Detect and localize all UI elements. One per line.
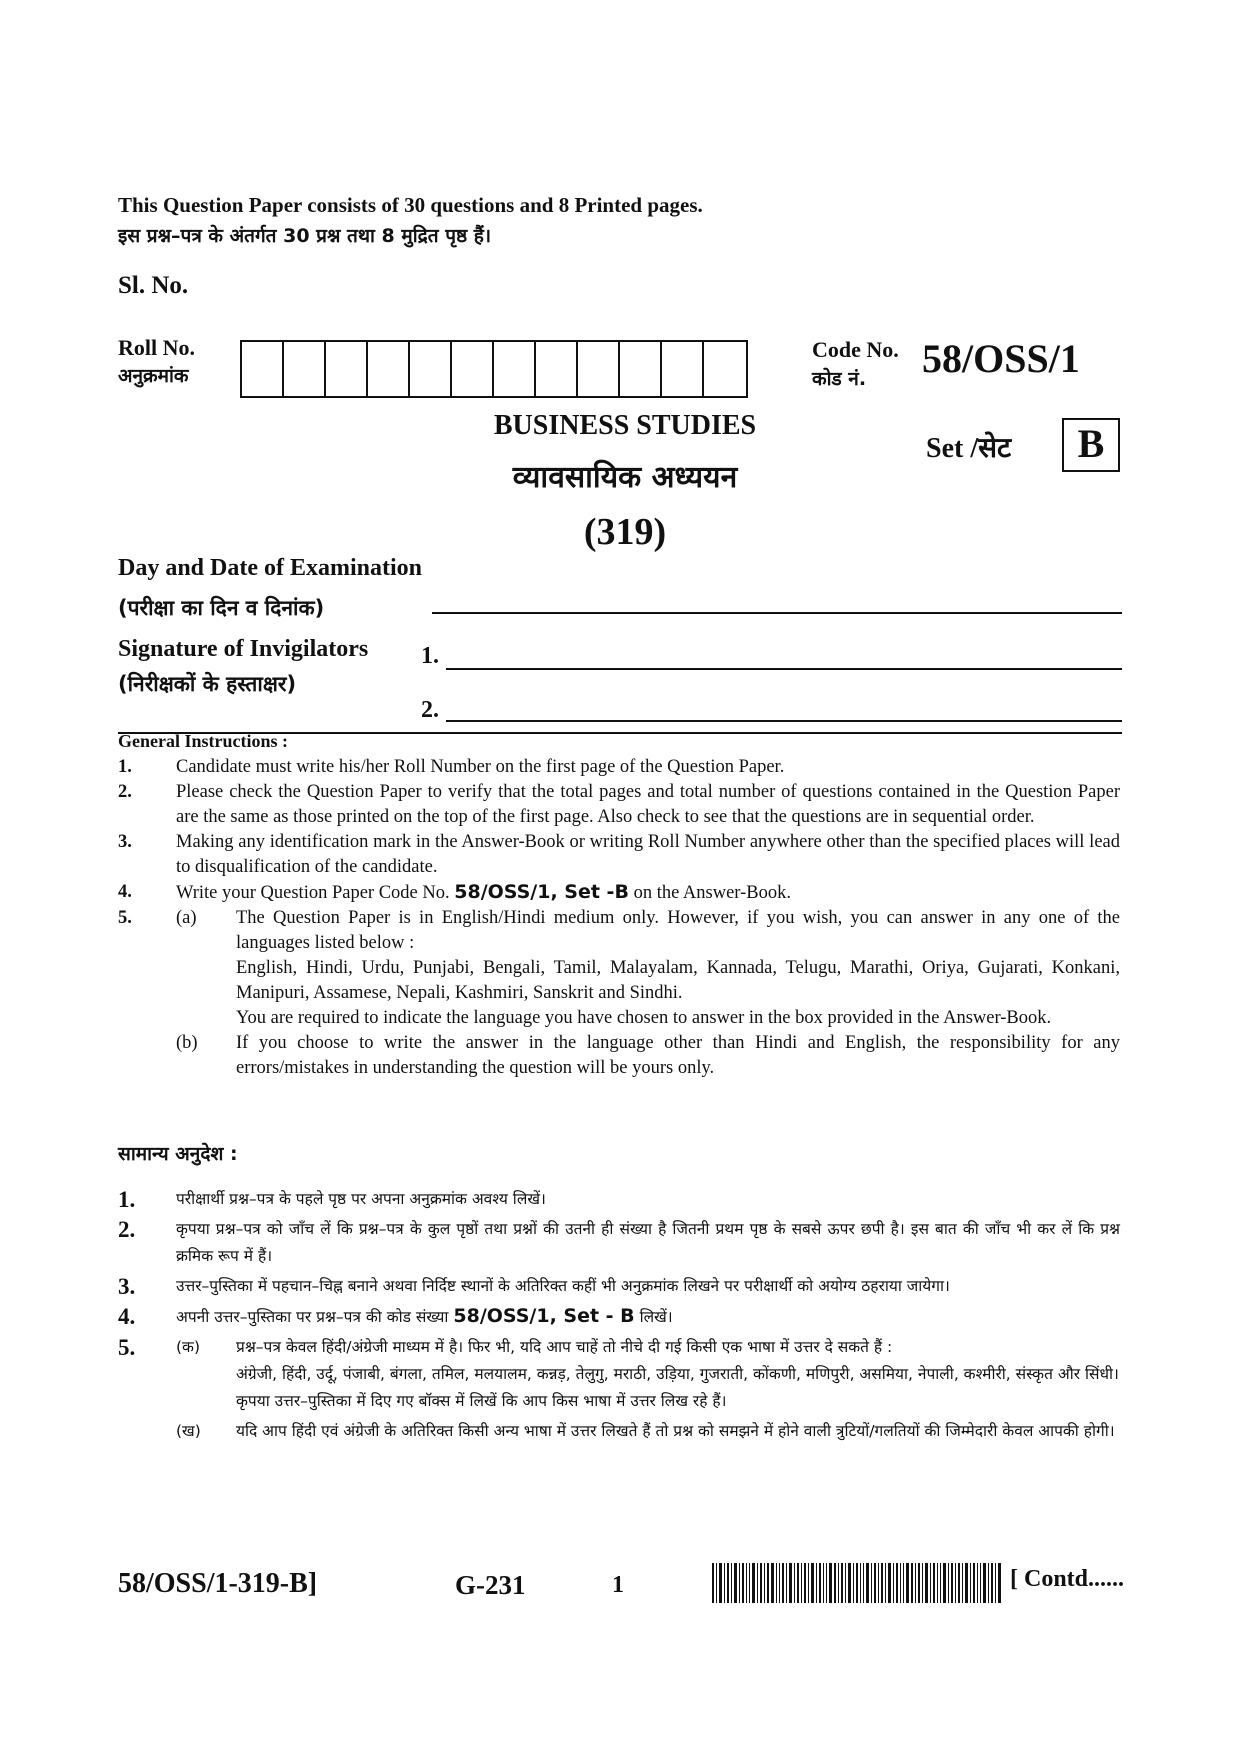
booklet-code: G-231	[455, 1570, 526, 1600]
invigilator-2-number: 2.	[421, 697, 439, 723]
instruction-text: Candidate must write his/her Roll Number on the first page of the Question Paper.	[176, 757, 785, 777]
instruction-item	[118, 1216, 1120, 1270]
paper-id: 58/OSS/1-319-B]	[118, 1568, 318, 1599]
instruction-text-post: लिखें।	[634, 1308, 673, 1326]
code-number-label-hindi: कोड नं.	[812, 368, 867, 390]
subject-code: (319)	[583, 511, 667, 553]
instruction-number: 1.	[118, 757, 132, 777]
question-paper-info-en: This Question Paper consists of 30 questions and 8 Printed pages.	[118, 193, 703, 217]
instruction-text-a1: प्रश्न–पत्र केवल हिंदी/अंग्रेजी माध्यम में है। फिर भी, यदि आप चाहें तो नीचे दी गई किसी एक भाषा में उत्तर दे सकते हैं :	[236, 1338, 893, 1356]
invigilator-1-number: 1.	[421, 643, 439, 669]
instruction-item	[118, 830, 1120, 880]
instruction-text-post: on the Answer-Book.	[628, 883, 791, 903]
exam-day-label: Day and Date of Examination	[118, 555, 423, 581]
instruction-text: कृपया प्रश्न–पत्र को जाँच लें कि प्रश्न–पत्र के कुल पृष्ठों तथा प्रश्नों की उतनी ही संख्या है जितनी प्रथम पृष्ठ के सबसे ऊपर छपी है। इस बात की जाँच भी कर लें कि प्रश्न क्रमिक रूप में हैं।	[176, 1220, 1120, 1265]
instruction-text	[176, 1303, 1120, 1331]
continued-label: [ Contd......	[1010, 1566, 1125, 1592]
subject-name-hindi: व्यावसायिक अध्ययन	[512, 460, 738, 495]
instruction-item	[118, 755, 1120, 780]
instruction-number: 2.	[118, 782, 132, 802]
roll-number-label: Roll No.	[118, 335, 195, 360]
instruction-number: 4.	[118, 882, 132, 902]
roll-number-boxes[interactable]	[240, 340, 748, 398]
instruction-sub-label: (b)	[176, 1033, 198, 1053]
roll-digit-box[interactable]	[284, 342, 326, 396]
instruction-text-a3: कृपया उत्तर–पुस्तिका में दिए गए बॉक्स में लिखें कि आप किस भाषा में उत्तर लिख रहे हैं।	[236, 1392, 727, 1410]
page-number: 1	[612, 1572, 624, 1598]
instruction-item	[118, 1186, 1120, 1213]
roll-digit-box[interactable]	[662, 342, 704, 396]
instruction-number: 5.	[118, 908, 132, 928]
serial-number-label: Sl. No.	[118, 272, 189, 299]
instruction-text-a1: The Question Paper is in English/Hindi medium only. However, if you wish, you can answer in any one of the languages listed below :	[236, 908, 1120, 953]
instruction-sub-label: (क)	[176, 1338, 200, 1356]
hindi-instructions-list	[118, 1186, 1120, 1448]
instruction-text-pre: Write your Question Paper Code No.	[176, 883, 455, 903]
exam-day-label-hindi: (परीक्षा का दिन व दिनांक)	[118, 596, 325, 620]
exam-day-line[interactable]	[432, 612, 1122, 614]
roll-number-label-hindi: अनुक्रमांक	[118, 365, 189, 387]
set-value-box: B	[1062, 418, 1120, 472]
roll-digit-box[interactable]	[410, 342, 452, 396]
instruction-text: If you choose to write the answer in the language other than Hindi and English, the responsibility for any errors/mistakes in understanding the question will be yours only.	[236, 1033, 1120, 1078]
instruction-text-pre: अपनी उत्तर–पुस्तिका पर प्रश्न–पत्र की कोड संख्या	[176, 1308, 454, 1326]
instruction-text-a3: You are required to indicate the language you have chosen to answer in the box provided in the Answer-Book.	[236, 1008, 1052, 1028]
general-instructions-list	[118, 755, 1120, 1081]
barcode-icon	[712, 1563, 1002, 1603]
paper-code-bold: 58/OSS/1, Set -B	[454, 881, 629, 903]
roll-digit-box[interactable]	[704, 342, 746, 396]
invigilator-1-line[interactable]	[446, 668, 1122, 670]
code-number-value: 58/OSS/1	[922, 336, 1080, 381]
instruction-number: 3.	[118, 832, 132, 852]
instruction-text: यदि आप हिंदी एवं अंग्रेजी के अतिरिक्त किसी अन्य भाषा में उत्तर लिखते हैं तो प्रश्न को समझने में होने वाली त्रुटियों/गलतियों की जिम्मेदारी केवल आपकी होगी।	[236, 1422, 1115, 1440]
instruction-item	[118, 1418, 1120, 1445]
instruction-text	[236, 906, 1120, 1031]
instruction-text: Making any identification mark in the Answer-Book or writing Roll Number anywhere other than the specified places will lead to disqualification of the candidate.	[176, 832, 1120, 877]
set-label: Set /सेट	[926, 433, 1012, 464]
instruction-item	[118, 1334, 1120, 1415]
invigilator-signature-label: Signature of Invigilators	[118, 636, 369, 662]
instruction-item	[118, 906, 1120, 1031]
roll-digit-box[interactable]	[242, 342, 284, 396]
paper-code-bold: 58/OSS/1, Set - B	[453, 1305, 635, 1327]
instruction-item	[118, 780, 1120, 830]
roll-digit-box[interactable]	[326, 342, 368, 396]
instruction-item	[118, 1273, 1120, 1300]
roll-digit-box[interactable]	[536, 342, 578, 396]
instruction-text	[176, 880, 1120, 906]
roll-digit-box[interactable]	[578, 342, 620, 396]
instruction-language-list: अंग्रेजी, हिंदी, उर्दू, पंजाबी, बंगला, तमिल, मलयालम, कन्नड़, तेलुगु, मराठी, उड़िया, गुजराती, कोंकणी, मणिपुरी, असमिया, नेपाली, कश्मीरी, संस्कृत और सिंधी।	[236, 1365, 1119, 1383]
instruction-text: Please check the Question Paper to verify that the total pages and total number of questions contained in the Question Paper are the same as those printed on the top of the first page. Also check to see that the questions are in sequential order.	[176, 782, 1120, 827]
code-number-label: Code No.	[812, 337, 899, 362]
instruction-language-list: English, Hindi, Urdu, Punjabi, Bengali, Tamil, Malayalam, Kannada, Telugu, Marathi, Oriya, Gujarati, Konkani, Manipuri, Assamese, Nepali, Kashmiri, Sanskrit and Sindhi.	[236, 958, 1120, 1003]
instruction-sub-label: (ख)	[176, 1422, 201, 1440]
instruction-item	[118, 1031, 1120, 1081]
instruction-number: 2.	[118, 1217, 136, 1242]
roll-digit-box[interactable]	[452, 342, 494, 396]
instruction-text	[236, 1334, 1120, 1415]
subject-name: BUSINESS STUDIES	[493, 410, 757, 441]
instruction-item	[118, 1303, 1120, 1331]
instruction-number: 1.	[118, 1187, 136, 1212]
roll-digit-box[interactable]	[620, 342, 662, 396]
instruction-text: परीक्षार्थी प्रश्न–पत्र के पहले पृष्ठ पर अपना अनुक्रमांक अवश्य लिखें।	[176, 1190, 546, 1208]
roll-digit-box[interactable]	[494, 342, 536, 396]
instruction-number: 5.	[118, 1335, 136, 1360]
instruction-number: 3.	[118, 1274, 136, 1299]
instruction-number: 4.	[118, 1304, 136, 1329]
instruction-text: उत्तर–पुस्तिका में पहचान–चिह्न बनाने अथवा निर्दिष्ट स्थानों के अतिरिक्त कहीं भी अनुक्रमांक लिखने पर परीक्षार्थी को अयोग्य ठहराया जायेगा।	[176, 1277, 950, 1295]
instruction-sub-label: (a)	[176, 908, 197, 928]
hindi-instructions-title: सामान्य अनुदेश :	[118, 1143, 238, 1165]
invigilator-2-line[interactable]	[446, 720, 1122, 722]
instruction-item	[118, 880, 1120, 906]
general-instructions-title: General Instructions :	[118, 731, 288, 751]
invigilator-signature-label-hindi: (निरीक्षकों के हस्ताक्षर)	[118, 672, 297, 696]
roll-digit-box[interactable]	[368, 342, 410, 396]
question-paper-info-hi: इस प्रश्न–पत्र के अंतर्गत 30 प्रश्न तथा 8 मुद्रित पृष्ठ हैं।	[118, 225, 492, 247]
